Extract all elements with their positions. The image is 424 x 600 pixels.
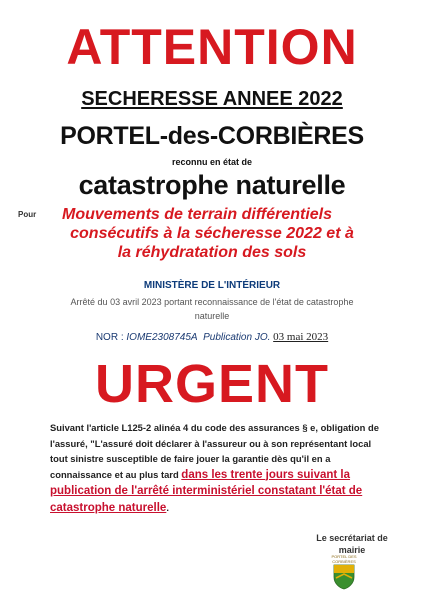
urgent-heading: URGENT [95, 354, 329, 414]
article-end: . [166, 501, 169, 513]
deadline-highlight: dans les trente jours suivant la publication de l'arrêté interministériel constatant l'état de catastrophe naturelle [50, 468, 363, 514]
cause-line-3: la réhydratation des sols [117, 244, 307, 261]
signature-line-1: Le secrétariat de [316, 533, 388, 543]
article-body: Suivant l'article L125-2 alinéa 4 du code des assurances § e, obligation de l'assuré, "L'assuré doit déclarer à l'assureur ou à son représentant local tout sinistre susceptible de faire jouer la garantie dès qu'il en a connaissance et au plus tard [50, 422, 379, 480]
natural-disaster-heading: catastrophe naturelle [78, 170, 346, 200]
publication-label: Publication JO. [203, 332, 271, 343]
attention-heading: ATTENTION [66, 19, 358, 75]
town-seal [324, 554, 364, 594]
coat-of-arms-icon [333, 564, 355, 590]
nor-value: IOME2308745A [126, 332, 198, 343]
decree-text: Arrêté du 03 avril 2023 portant reconnaissance de l'état de catastrophe naturelle [70, 297, 354, 321]
ministry-name: MINISTÈRE DE L'INTÉRIEUR [143, 280, 281, 291]
recognized-label: reconnu en état de [171, 157, 252, 167]
commune-name: PORTEL-des-CORBIÈRES [60, 122, 364, 150]
cause-line-1: Mouvements de terrain différentiels [62, 206, 332, 223]
nor-reference [0, 331, 424, 343]
signature-line-2: mairie [338, 545, 366, 555]
cause-line-2: consécutifs à la sécheresse 2022 et à [70, 225, 354, 242]
drought-year-heading: SECHERESSE ANNEE 2022 [81, 88, 343, 110]
signature-block [302, 532, 402, 556]
insurance-article-text [50, 420, 385, 516]
seal-caption: PORTEL DES CORBIÈRES [331, 554, 357, 564]
cause-prefix: Pour [18, 210, 37, 219]
nor-label: NOR : [95, 332, 124, 343]
publication-date: 03 mai 2023 [273, 331, 329, 343]
